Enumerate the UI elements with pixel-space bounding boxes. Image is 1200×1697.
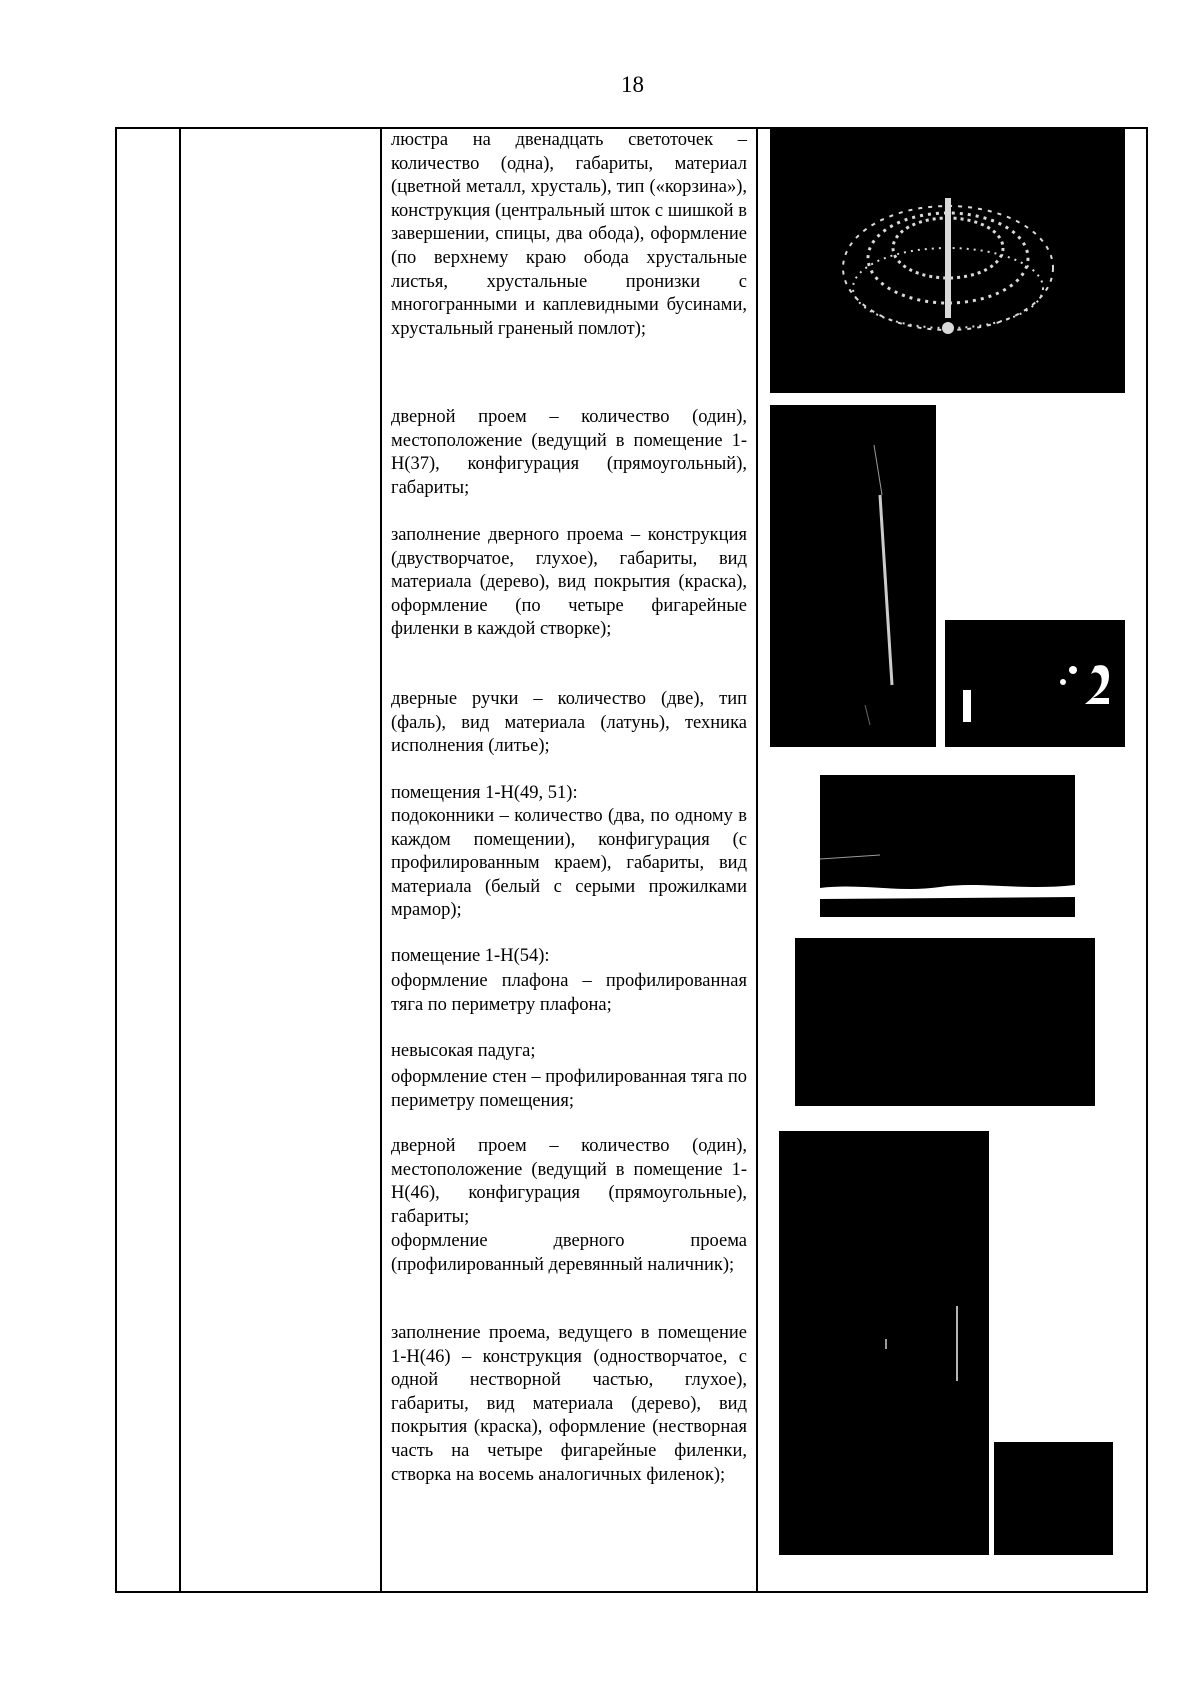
paragraph-window-sills: подоконники – количество (два, по одному в каждом помещении), конфигурация (с профилированным краем), габариты, вид материала (белый с серыми прожилками мрамор); [391, 806, 747, 921]
paragraph-door-handles: дверные ручки – количество (две), тип (фаль), вид материала (латунь), техника исполнения (литье); [391, 689, 747, 757]
paragraph-door-fill-46: заполнение проема, ведущего в помещение 1-Н(46) – конструкция (одностворчатое, с одной нестворной частью, глухое), габариты, вид материала (дерево), вид покрытия (краска), оформление (нестворная часть на четыре фигарейные филенки, створка на восемь аналогичных филенок); [391, 1323, 747, 1485]
paragraph-chandelier: люстра на двенадцать светоточек – количество (одна), габариты, материал (цветной металл, хрусталь), тип («корзина»), конструкция (центральный шток с шишкой в завершении, спицы, два обода), оформление (по верхнему краю обода хрустальные листья, хрустальные пронизки с многогранными и каплевидными бусинами, хрустальный граненый помлот); [391, 130, 747, 339]
paragraph-ceiling: оформление плафона – профилированная тяга по периметру плафона; [391, 971, 747, 1015]
column-divider-2 [380, 127, 382, 1593]
paragraph-walls: оформление стен – профилированная тяга по периметру помещения; [391, 1067, 747, 1111]
column-divider-3 [756, 127, 758, 1593]
paragraph-doorway-37: дверной проем – количество (один), местоположение (ведущий в помещение 1-Н(37), конфигурация (прямоугольный), габариты; [391, 407, 747, 498]
paragraph-doorway-46-trim: оформление дверного проема (профилированный деревянный наличник); [391, 1231, 747, 1275]
ceiling-photo [795, 938, 1095, 1106]
paragraph-doorway-46: дверной проем – количество (один), местоположение (ведущий в помещение 1-Н(46), конфигурация (прямоугольные), габариты; [391, 1136, 747, 1227]
door-handles-photo [945, 620, 1125, 747]
paragraph-padug: невысокая падуга; [391, 1041, 536, 1061]
paragraph-room-54: помещение 1-Н(54): [391, 946, 550, 966]
door-photo-46 [779, 1131, 989, 1555]
page-number: 18 [621, 72, 644, 97]
paragraph-rooms-49-51: помещения 1-Н(49, 51): [391, 783, 578, 803]
column-divider-1 [179, 127, 181, 1593]
door-detail-photo-46 [994, 1442, 1113, 1555]
paragraph-door-fill-37: заполнение дверного проема – конструкция (двустворчатое, глухое), габариты, вид материала (дерево), вид покрытия (краска), оформление (по четыре фигарейные филенки в каждой створке); [391, 525, 747, 640]
chandelier-photo [770, 128, 1125, 393]
window-sill-photo [820, 775, 1075, 917]
door-photo-37 [770, 405, 936, 747]
